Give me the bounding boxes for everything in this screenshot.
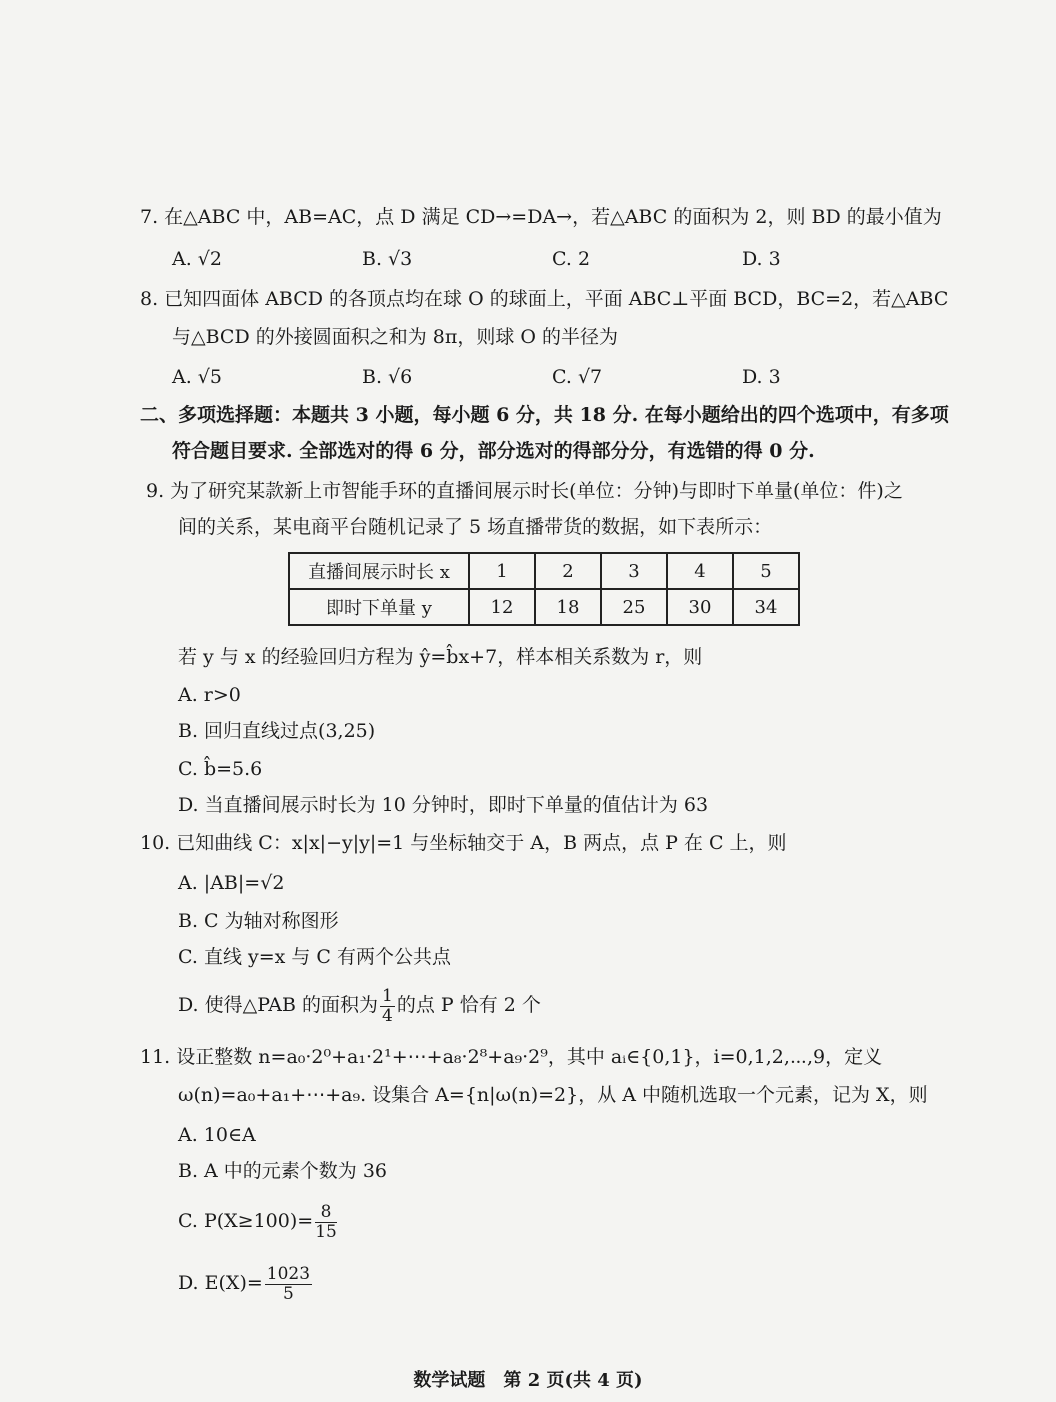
q8-option-c: C. √7 — [552, 366, 603, 388]
q11-option-a: A. 10∈A — [178, 1124, 256, 1146]
table-cell: 18 — [535, 589, 601, 625]
q8-option-b: B. √6 — [362, 366, 413, 388]
fraction — [315, 1203, 337, 1242]
table-cell: 34 — [733, 589, 799, 625]
q9-option-b: B. 回归直线过点(3,25) — [178, 720, 376, 742]
table-row-label: 即时下单量 y — [289, 589, 469, 625]
q9-stem-line2: 间的关系，某电商平台随机记录了 5 场直播带货的数据，如下表所示： — [178, 516, 773, 538]
q9-stem-line1: 9. 为了研究某款新上市智能手环的直播间展示时长(单位：分钟)与即时下单量(单位：件)之 — [146, 480, 903, 502]
table-cell: 25 — [601, 589, 667, 625]
q7-option-d: D. 3 — [742, 248, 781, 270]
fraction-denominator: 15 — [315, 1221, 337, 1242]
fraction-numerator: 1023 — [266, 1263, 311, 1284]
q8-stem-line1: 8. 已知四面体 ABCD 的各顶点均在球 O 的球面上，平面 ABC⊥平面 BCD，BC=2，若△ABC — [140, 288, 949, 310]
q11-stem-line1: 11. 设正整数 n=a₀·2⁰+a₁·2¹+⋯+a₈·2⁸+a₉·2⁹，其中 aᵢ∈{0,1}，i=0,1,2,⋯,9，定义 — [140, 1046, 883, 1068]
q10-option-a: A. |AB|=√2 — [178, 872, 285, 894]
q9-option-c: C. b̂=5.6 — [178, 758, 263, 780]
table-row — [289, 553, 799, 589]
q9-option-a: A. r>0 — [178, 684, 241, 706]
table-cell: 30 — [667, 589, 733, 625]
q8-option-d: D. 3 — [742, 366, 781, 388]
table-cell: 5 — [733, 553, 799, 589]
fraction — [380, 987, 395, 1026]
q9-condition: 若 y 与 x 的经验回归方程为 ŷ=b̂x+7，样本相关系数为 r，则 — [178, 646, 703, 668]
q7-option-c: C. 2 — [552, 248, 591, 270]
page-footer: 数学试题 第 2 页(共 4 页) — [413, 1370, 643, 1391]
table-cell: 1 — [469, 553, 535, 589]
q7-stem: 7. 在△ABC 中，AB=AC，点 D 满足 CD→=DA→，若△ABC 的面积为 2，则 BD 的最小值为 — [140, 206, 942, 228]
table-row — [289, 589, 799, 625]
q10-option-d-prefix: D. 使得△PAB 的面积为 — [178, 994, 379, 1016]
q7-option-a: A. √2 — [172, 248, 222, 270]
q11-option-c-prefix: C. P(X≥100)= — [178, 1210, 314, 1232]
fraction-denominator: 5 — [283, 1283, 294, 1304]
q11-option-d — [178, 1258, 314, 1308]
q9-option-d: D. 当直播间展示时长为 10 分钟时，即时下单量的值估计为 63 — [178, 794, 709, 816]
section2-heading-line2: 符合题目要求. 全部选对的得 6 分，部分选对的得部分分，有选错的得 0 分. — [172, 440, 815, 462]
q11-option-c — [178, 1196, 339, 1246]
q10-stem: 10. 已知曲线 C：x|x|−y|y|=1 与坐标轴交于 A，B 两点，点 P 在 C 上，则 — [140, 832, 787, 854]
fraction-numerator: 1 — [382, 985, 393, 1006]
q9-data-table — [288, 552, 800, 626]
q8-stem-line2: 与△BCD 的外接圆面积之和为 8π，则球 O 的半径为 — [172, 326, 619, 348]
table-row-label: 直播间展示时长 x — [289, 553, 469, 589]
q10-option-c: C. 直线 y=x 与 C 有两个公共点 — [178, 946, 452, 968]
table-cell: 4 — [667, 553, 733, 589]
q8-option-a: A. √5 — [172, 366, 222, 388]
table-cell: 12 — [469, 589, 535, 625]
section2-heading-line1: 二、多项选择题：本题共 3 小题，每小题 6 分，共 18 分. 在每小题给出的四个选项中，有多项 — [140, 404, 949, 426]
fraction — [265, 1265, 312, 1304]
q10-option-d — [178, 980, 541, 1030]
q7-option-b: B. √3 — [362, 248, 413, 270]
q10-option-d-suffix: 的点 P 恰有 2 个 — [396, 994, 541, 1016]
fraction-denominator: 4 — [382, 1005, 393, 1026]
table-cell: 2 — [535, 553, 601, 589]
q10-option-b: B. C 为轴对称图形 — [178, 910, 339, 932]
fraction-numerator: 8 — [315, 1203, 337, 1223]
q11-stem-line2: ω(n)=a₀+a₁+⋯+a₉. 设集合 A={n|ω(n)=2}，从 A 中随机选取一个元素，记为 X，则 — [178, 1084, 928, 1106]
q11-option-d-prefix: D. E(X)= — [178, 1272, 263, 1294]
q11-option-b: B. A 中的元素个数为 36 — [178, 1160, 388, 1182]
table-cell: 3 — [601, 553, 667, 589]
